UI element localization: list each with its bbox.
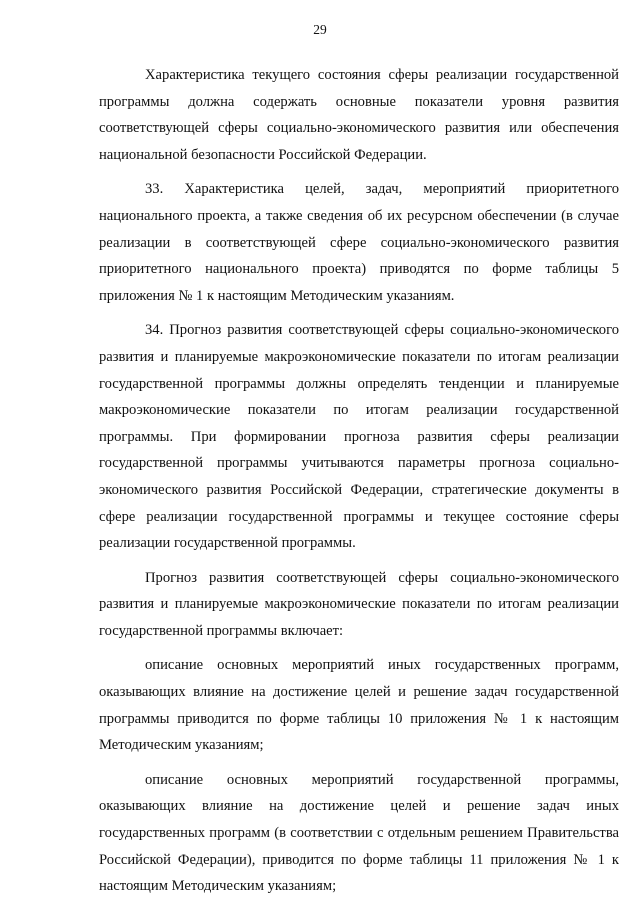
paragraph-item-34: 34. Прогноз развития соответствующей сферы социально-экономического развития и планируемые макроэкономические показатели по итогам реализации государственной программы должны определять тенденции и планируемые макроэкономические показатели по итогам реализации государственной программы. При формировании прогноза развития сферы реализации государственной программы учитываются параметры прогноза социально-экономического развития Российской Федерации, стратегические документы в сфере реализации государственной программы и текущее состояние сферы реализации государственной программы. — [99, 322, 619, 552]
paragraph-description-other-programs: описание основных мероприятий иных государственных программ, оказывающих влияние на достижение целей и решение задач государственной программы приводится по форме таблицы 10 приложения № 1 к настоящим Методическим указаниям; — [99, 657, 619, 754]
paragraph-description-state-program: описание основных мероприятий государственной программы, оказывающих влияние на достижение целей и решение задач иных государственных программ (в соответствии с отдельным решением Правительства Российской Федерации), приводится по форме таблицы 11 приложения № 1 к настоящим Методическим указаниям; — [99, 771, 619, 895]
paragraph-item-33: 33. Характеристика целей, задач, мероприятий приоритетного национального проекта, а также сведения об их ресурсном обеспечении (в случае реализации в соответствующей сфере социально-экономического развития приоритетного национального проекта) приводятся по форме таблицы 5 приложения № 1 к настоящим Методическим указаниям. — [99, 181, 619, 304]
paragraph-current-state: Характеристика текущего состояния сферы реализации государственной программы должна содержать основные показатели уровня развития соответствующей сферы социально-экономического развития или обеспечения национальной безопасности Российской Федерации. — [99, 67, 619, 163]
paragraph-forecast-includes: Прогноз развития соответствующей сферы социально-экономического развития и планируемые макроэкономические показатели по итогам реализации государственной программы включает: — [99, 569, 619, 639]
document-body — [99, 62, 619, 900]
page-number: 29 — [313, 22, 327, 37]
